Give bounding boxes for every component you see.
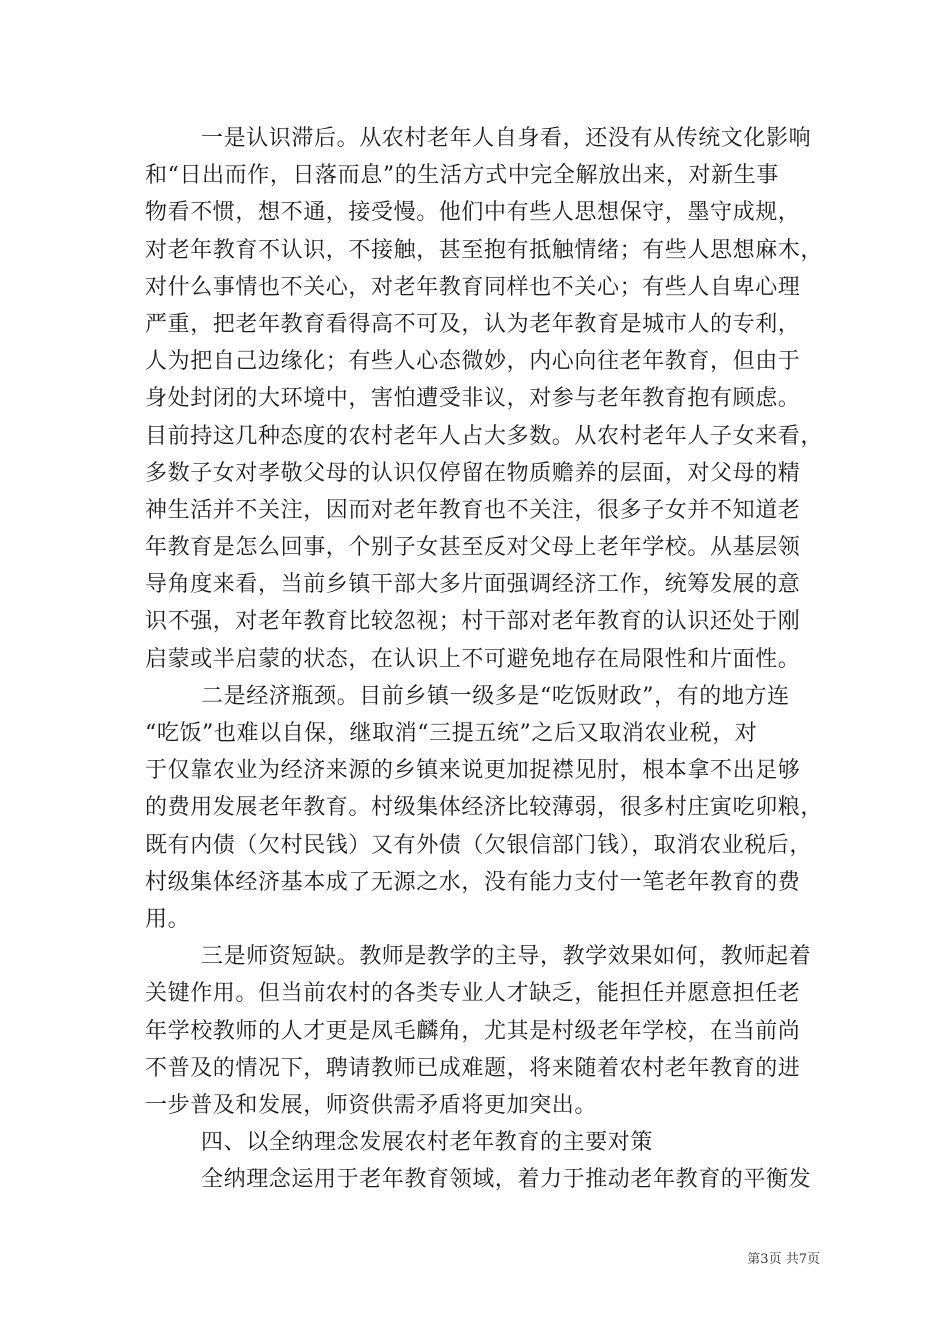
text-line: 全纳理念运用于老年教育领域，着力于推动老年教育的平衡发	[201, 1167, 812, 1193]
text-line: 关键作用。但当前农村的各类专业人才缺乏，能担任并愿意担任老	[145, 981, 801, 1007]
text-line: 严重，把老年教育看得高不可及，认为老年教育是城市人的专利，	[145, 311, 801, 337]
footer-middle: 页 共	[768, 1252, 799, 1267]
paragraph-inclusive	[145, 1161, 825, 1198]
text-line: 对老年教育不认识，不接触，甚至抱有抵触情绪；有些人思想麻木，	[145, 237, 824, 263]
section-heading	[145, 1124, 825, 1161]
text-line: 一步普及和发展，师资供需矛盾将更加突出。	[145, 1092, 598, 1118]
page-number-footer	[700, 1248, 820, 1267]
text-line: 一是认识滞后。从农村老年人自身看，还没有从传统文化影响	[201, 126, 812, 151]
text-line: 年教育是怎么回事，个别子女甚至反对父母上老年学校。从基层领	[145, 535, 801, 561]
current-page-number: 3	[760, 1252, 769, 1267]
paragraph-teachers	[145, 938, 825, 1124]
text-line: 二是经济瓶颈。目前乡镇一级多是“吃饭财政”，有的地方连	[201, 683, 790, 709]
text-line: 身处封闭的大环境中，害怕遭受非议，对参与老年教育抱有顾虑。	[145, 386, 801, 412]
document-body	[145, 120, 825, 1198]
text-line: 人为把自己边缘化；有些人心态微妙，内心向往老年教育，但由于	[145, 349, 801, 375]
text-line: 不普及的情况下，聘请教师已成难题，将来随着农村老年教育的进	[145, 1055, 801, 1081]
text-line: 物看不惯，想不通，接受慢。他们中有些人思想保守，墨守成规，	[145, 200, 801, 226]
text-line: 神生活并不关注，因而对老年教育也不关注，很多子女并不知道老	[145, 497, 801, 523]
text-line: 用。	[145, 906, 191, 932]
text-line: 和“日出而作，日落而息”的生活方式中完全解放出来，对新生事	[145, 163, 779, 189]
text-line: 导角度来看，当前乡镇干部大多片面强调经济工作，统筹发展的意	[145, 572, 801, 598]
text-line: “吃饭”也难以自保，继取消“三提五统”之后又取消农业税，对	[145, 721, 758, 746]
text-line: 启蒙或半启蒙的状态，在认识上不可避免地存在局限性和片面性。	[145, 646, 801, 672]
text-line: 三是师资短缺。教师是教学的主导，教学效果如何，教师起着	[201, 944, 812, 970]
text-line: 多数子女对孝敬父母的认识仅停留在物质赡养的层面，对父母的精	[145, 460, 801, 486]
paragraph-awareness	[145, 120, 825, 678]
text-line: 的费用发展老年教育。村级集体经济比较薄弱，很多村庄寅吃卯粮，	[145, 795, 824, 821]
total-page-number: 7	[798, 1252, 807, 1267]
paragraph-economy	[145, 678, 825, 938]
text-line: 于仅靠农业为经济来源的乡镇来说更加捉襟见肘，根本拿不出足够	[145, 758, 801, 784]
section-heading-text: 四、以全纳理念发展农村老年教育的主要对策	[201, 1130, 654, 1156]
footer-suffix: 页	[806, 1252, 820, 1267]
text-line: 目前持这几种态度的农村老年人占大多数。从农村老年人子女来看，	[145, 423, 824, 449]
text-line: 村级集体经济基本成了无源之水，没有能力支付一笔老年教育的费	[145, 869, 801, 895]
footer-prefix: 第	[747, 1252, 761, 1267]
text-line: 对什么事情也不关心，对老年教育同样也不关心；有些人自卑心理	[145, 274, 801, 300]
text-line: 既有内债（欠村民钱）又有外债（欠银信部门钱），取消农业税后，	[145, 832, 813, 858]
text-line: 识不强，对老年教育比较忽视；村干部对老年教育的认识还处于刚	[145, 609, 801, 635]
text-line: 年学校教师的人才更是凤毛麟角，尤其是村级老年学校，在当前尚	[145, 1018, 801, 1044]
